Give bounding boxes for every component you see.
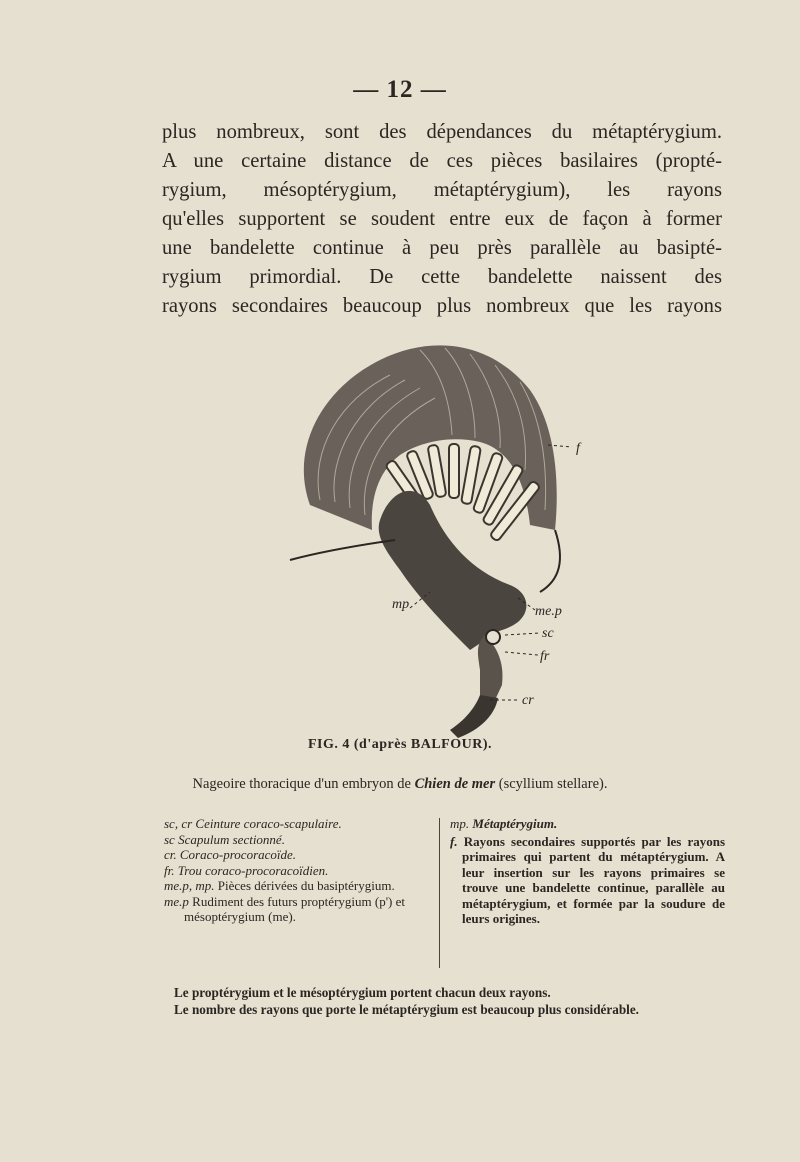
legend-entry: fr. Trou coraco-procoracoïdien. xyxy=(164,862,329,878)
subcaption-species: Chien de mer xyxy=(414,776,496,792)
paragraph-line: rygium primordial. De cette bandelette naissent des xyxy=(162,266,722,288)
legend-entry: cr. Coraco-procoracoïde. xyxy=(164,847,297,862)
legend-entry: sc Scapulum sectionné. xyxy=(164,831,285,847)
coracoid xyxy=(450,695,498,738)
paragraph-line: A une certaine distance de ces pièces basilaires (propté- xyxy=(162,150,722,172)
label-mep: me.p xyxy=(535,604,562,619)
subcaption-prefix: Nageoire thoracique d'un embryon de xyxy=(192,776,411,792)
paragraph-line: plus nombreux, sont des dépendances du métaptérygium. xyxy=(162,121,722,143)
label-fr: fr xyxy=(540,649,550,664)
label-cr: cr xyxy=(522,693,534,708)
legend-entry: me.p, mp. Pièces dérivées du basiptérygium. xyxy=(164,878,395,893)
subcaption-suffix: (scyllium stellare). xyxy=(498,776,608,792)
legend-entry: mp. Métaptérygium. xyxy=(450,816,558,831)
legend-right-column xyxy=(450,816,725,929)
paragraph-line: une bandelette continue à peu près parallèle au basipté- xyxy=(162,237,722,259)
coraco-foramen xyxy=(486,630,500,644)
paragraph-line: rayons secondaires beaucoup plus nombreux que les rayons xyxy=(162,295,722,317)
body-paragraph xyxy=(162,118,722,321)
metapterygium xyxy=(379,491,527,650)
label-mp: mp xyxy=(392,597,410,612)
note-line: Le nombre des rayons que porte le métaptérygium est beaucoup plus considérable. xyxy=(174,1002,639,1017)
paragraph-line: qu'elles supportent se soudent entre eux de façon à former xyxy=(162,208,722,230)
fin-illustration xyxy=(280,330,600,740)
legend-divider xyxy=(439,818,440,968)
page-number: — 12 — xyxy=(353,76,447,103)
figure-subcaption xyxy=(0,776,800,793)
note-line: Le proptérygium et le mésoptérygium portent chacun deux rayons. xyxy=(174,985,551,1000)
legend-entry: f. Rayons secondaires supportés par les rayons primaires qui partent du métaptérygium. A leur insertion sur les rayons primaires se trouve une bandelette continue, parallèle au métaptérygium, et formée par la soudure de leurs origines. xyxy=(450,833,725,926)
scapula xyxy=(478,635,503,700)
label-sc: sc xyxy=(542,626,554,641)
legend-left-column xyxy=(164,816,426,925)
legend-entry: me.p Rudiment des futurs proptérygium (p') et mésoptérygium (me). xyxy=(164,893,406,924)
legend-entry: sc, cr Ceinture coraco-scapulaire. xyxy=(164,816,342,831)
figure-caption: FIG. 4 (d'après BALFOUR). xyxy=(308,737,492,752)
paragraph-line: rygium, mésoptérygium, métaptérygium), les rayons xyxy=(162,179,722,201)
label-f: f xyxy=(576,441,580,456)
notes xyxy=(162,984,724,1018)
